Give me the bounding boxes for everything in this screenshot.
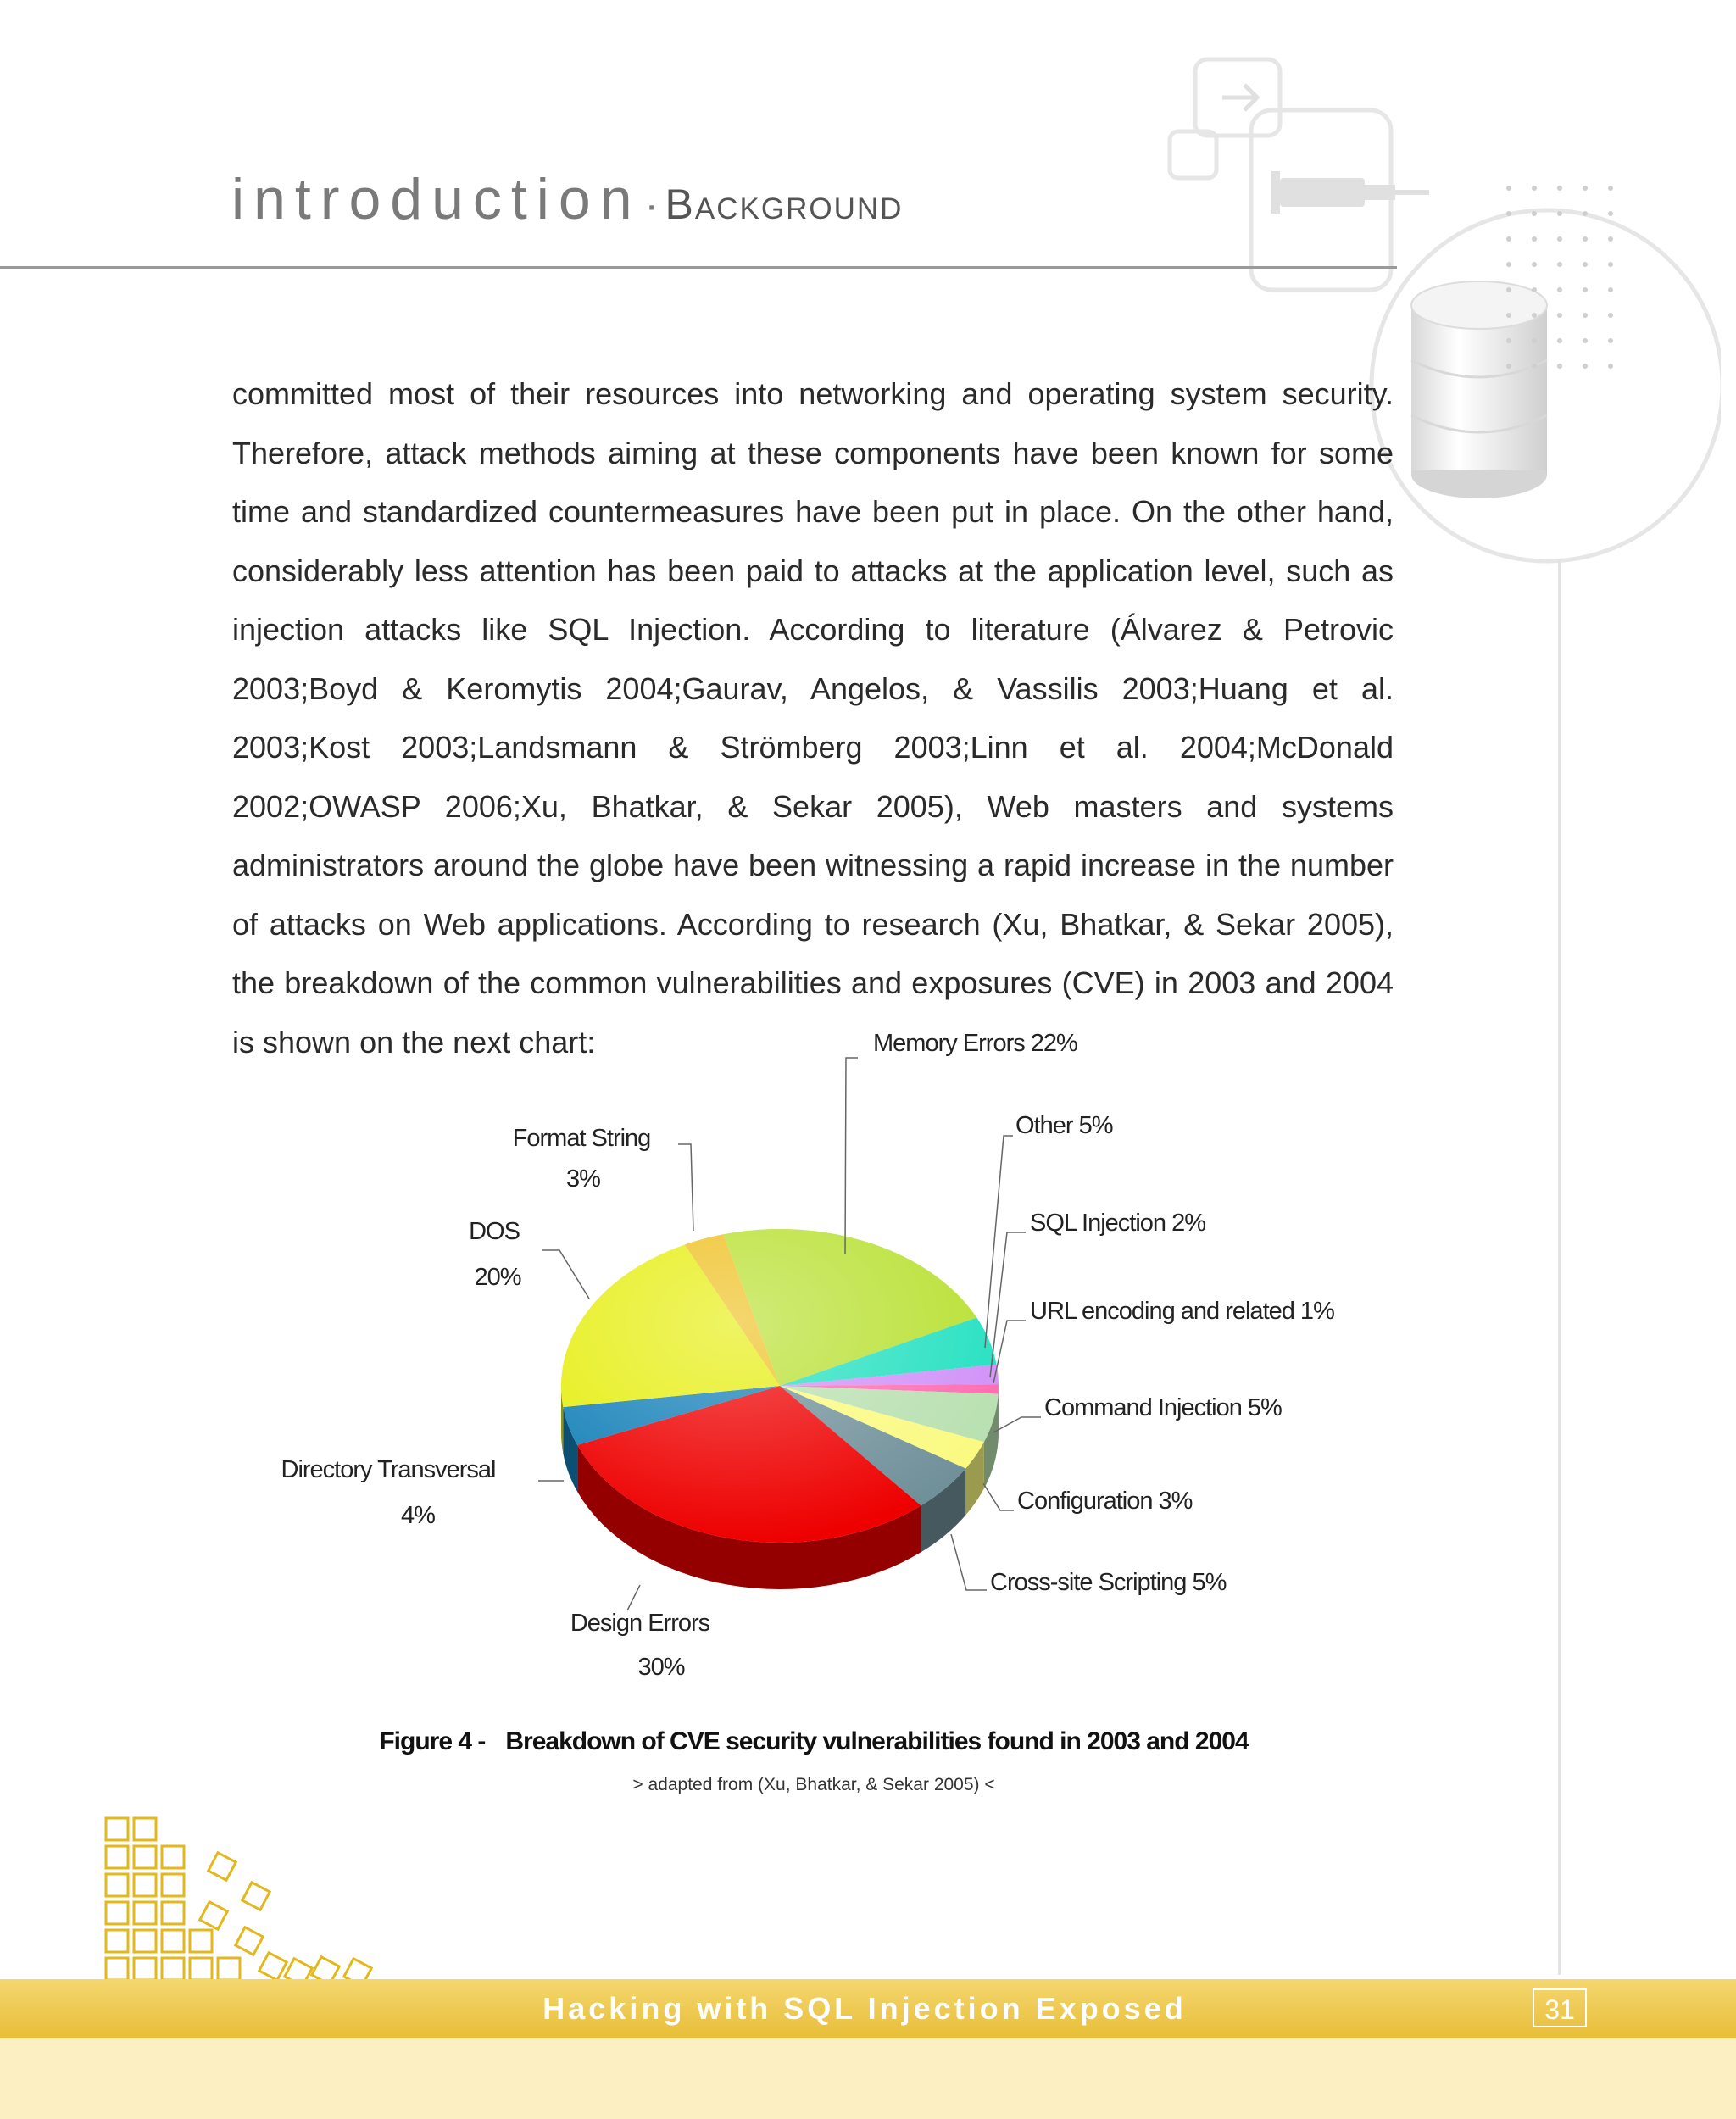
slice-percent-label: 3%: [566, 1165, 600, 1193]
figure-number: Figure 4 -: [379, 1727, 486, 1755]
slice-percent-label: 30%: [637, 1654, 685, 1681]
slice-label: Cross-site Scripting 5%: [990, 1569, 1227, 1596]
slice-label: Directory Transversal: [281, 1456, 496, 1483]
slice-percent-label: 20%: [474, 1264, 521, 1291]
leader-line: [678, 1144, 693, 1231]
figure-caption: [0, 1727, 1628, 1756]
figure-source: > adapted from (Xu, Bhatkar, & Sekar 2005) <: [632, 1775, 995, 1794]
page-number: 31: [1533, 1988, 1587, 2027]
slice-label: Other 5%: [1015, 1112, 1113, 1139]
body-paragraph: committed most of their resources into networking and operating system security. Therefore, attack methods aiming at these components have been known for some time and standardized countermeasures have been put in place. On the other hand, considerably less attention has been paid to attacks at the application level, such as injection attacks like SQL Injection. According to literature (Álvarez & Petrovic 2003;Boyd & Keromytis 2004;Gaurav, Angelos, & Vassilis 2003;Huang et al. 2003;Kost 2003;Landsmann & Strömberg 2003;Linn et al. 2004;McDonald 2002;OWASP 2006;Xu, Bhatkar, & Sekar 2005), Web masters and systems administrators around the globe have been witnessing a rapid increase in the number of attacks on Web applications. According to research (Xu, Bhatkar, & Sekar 2005), the breakdown of the common vulnerabilities and exposures (CVE) in 2003 and 2004 is shown on the next chart:: [232, 376, 1394, 1060]
slice-label: SQL Injection 2%: [1030, 1210, 1205, 1237]
leader-line: [845, 1058, 858, 1254]
leader-line: [993, 1321, 1026, 1383]
book-title: Hacking with SQL Injection Exposed: [542, 1991, 1187, 2026]
subsection-title: Background: [665, 181, 904, 228]
figure-description: Breakdown of CVE security vulnerabilities found in 2003 and 2004: [505, 1727, 1249, 1755]
leader-line: [993, 1417, 1041, 1432]
header-rule: [0, 266, 1397, 269]
leader-line: [983, 1483, 1014, 1510]
leader-line: [627, 1585, 640, 1610]
slice-label: DOS: [469, 1218, 520, 1245]
footer-bottom: [0, 2038, 1736, 2119]
slice-label: Format String: [512, 1125, 651, 1152]
slice-label: Memory Errors 22%: [873, 1030, 1077, 1057]
slice-label: Design Errors: [570, 1610, 710, 1637]
slice-label: URL encoding and related 1%: [1030, 1298, 1334, 1325]
section-title: introduction: [231, 167, 642, 231]
arrow-icon: [1222, 85, 1257, 110]
leader-line: [985, 1136, 1013, 1348]
pie-highlight: [561, 1229, 999, 1543]
chapter-heading: [231, 166, 903, 232]
syringe-icon: [1271, 171, 1429, 214]
slice-percent-label: 4%: [401, 1502, 435, 1529]
slice-label: Command Injection 5%: [1044, 1394, 1282, 1421]
leader-line: [990, 1232, 1026, 1377]
leader-line: [951, 1534, 987, 1590]
leader-line: [542, 1250, 589, 1299]
title-separator: ·: [644, 183, 659, 228]
database-icon: [1411, 281, 1547, 498]
slice-label: Configuration 3%: [1017, 1488, 1193, 1515]
pie-chart: [0, 1000, 1736, 1746]
